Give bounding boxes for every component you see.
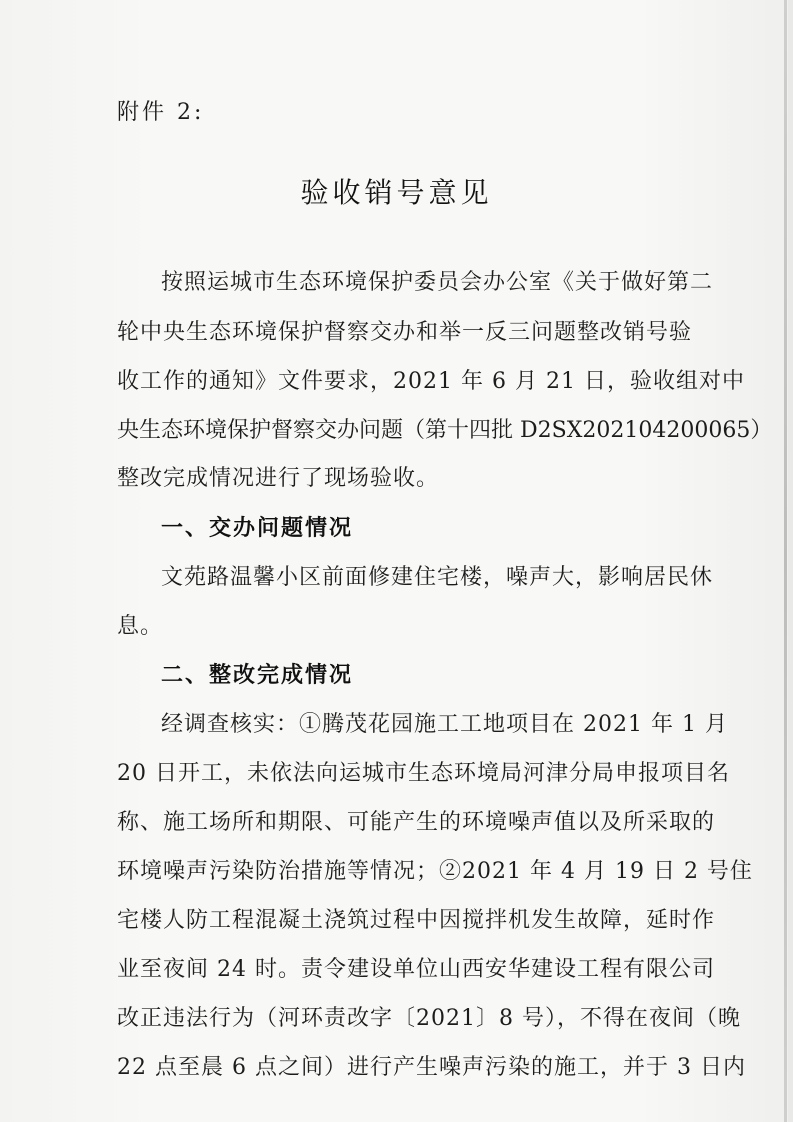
section2-line-3: 称、施工场所和期限、可能产生的环境噪声值以及所采取的 [117, 810, 716, 835]
document-title: 验收销号意见 [300, 176, 493, 209]
section2-line-2: 20 日开工，未依法向运城市生态环境局河津分局申报项目名 [117, 761, 730, 786]
intro-line-5: 整改完成情况进行了现场验收。 [117, 466, 440, 491]
section2-line-7: 改正违法行为（河环责改字〔2021〕8 号），不得在夜间（晚 [117, 1006, 741, 1031]
section2-line-1: 经调查核实：①腾茂花园施工工地项目在 2021 年 1 月 [161, 712, 728, 737]
section2-heading: 二、整改完成情况 [161, 663, 354, 688]
page-edge-line [784, 0, 787, 1122]
section2-line-8: 22 点至晨 6 点之间）进行产生噪声污染的施工，并于 3 日内 [117, 1055, 746, 1080]
section1-line-2: 息。 [117, 614, 164, 639]
section1-line-1: 文苑路温馨小区前面修建住宅楼，噪声大，影响居民休 [161, 565, 714, 590]
intro-line-1: 按照运城市生态环境保护委员会办公室《关于做好第二 [161, 270, 714, 295]
attachment-label: 附件 2: [117, 100, 205, 125]
intro-line-3: 收工作的通知》文件要求，2021 年 6 月 21 日，验收组对中 [117, 369, 745, 394]
intro-line-4: 央生态环境保护督察交办问题（第十四批 D2SX202104200065） [117, 418, 773, 443]
section2-line-5: 宅楼人防工程混凝土浇筑过程中因搅拌机发生故障，延时作 [117, 908, 716, 933]
section2-line-4: 环境噪声污染防治措施等情况；②2021 年 4 月 19 日 2 号住 [117, 859, 753, 884]
section2-line-6: 业至夜间 24 时。责令建设单位山西安华建设工程有限公司 [117, 957, 715, 982]
section1-heading: 一、交办问题情况 [161, 516, 354, 541]
page-edge-shadow [788, 0, 793, 1122]
intro-line-2: 轮中央生态环境保护督察交办和举一反三问题整改销号验 [117, 320, 693, 345]
